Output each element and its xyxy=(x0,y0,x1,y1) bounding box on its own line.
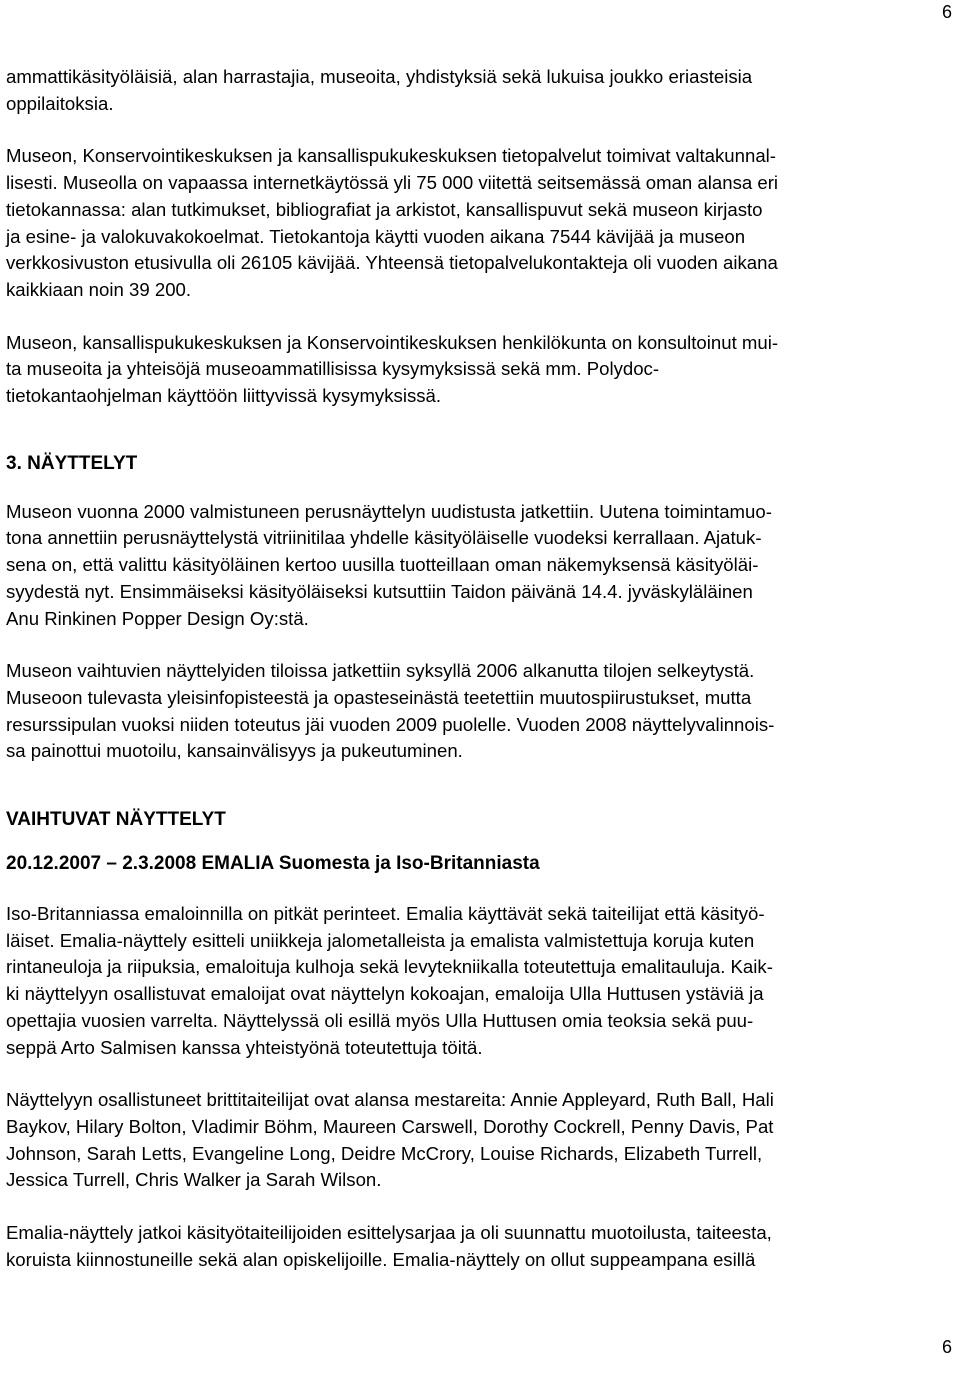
paragraph-emalia-intro xyxy=(6,901,956,1061)
section-heading: 3. NÄYTTELYT xyxy=(6,452,138,474)
text-line: kaikkiaan noin 39 200. xyxy=(6,278,192,300)
page-number-top: 6 xyxy=(941,2,952,22)
text-line: rintaneuloja ja riipuksia, emaloituja kulhoja sekä levytekniikalla toteutettuja emalitauluja. Kaik- xyxy=(6,956,773,978)
paragraph-information-services xyxy=(6,143,956,303)
document-body xyxy=(6,64,956,1274)
text-line: Iso-Britanniassa emaloinnilla on pitkät perinteet. Emalia käyttävät sekä taiteilijat että käsityö- xyxy=(6,903,765,925)
text-line: Museon, Konservointikeskuksen ja kansallispukukeskuksen tietopalvelut toimivat valtakunnal- xyxy=(6,145,776,167)
subsection-heading: VAIHTUVAT NÄYTTELYT xyxy=(6,809,226,831)
text-line: Emalia-näyttely jatkoi käsityötaiteilijoiden esittelysarjaa ja oli suunnattu muotoilusta, taiteesta, xyxy=(6,1222,772,1244)
paragraph-consulting xyxy=(6,330,956,410)
text-line: koruista kiinnostuneille sekä alan opiskelijoille. Emalia-näyttely on ollut suppeampana esillä xyxy=(6,1248,756,1270)
paragraph-emalia-series xyxy=(6,1220,956,1273)
text-line: oppilaitoksia. xyxy=(6,92,114,114)
text-line: Museon vuonna 2000 valmistuneen perusnäyttelyn uudistusta jatkettiin. Uutena toimintamuo- xyxy=(6,500,772,522)
text-line: lisesti. Museolla on vapaassa internetkäytössä yli 75 000 viitettä seitsemässä oman alansa eri xyxy=(6,172,779,194)
exhibition-heading: 20.12.2007 – 2.3.2008 EMALIA Suomesta ja Iso-Britanniasta xyxy=(6,853,540,875)
text-line: resurssipulan vuoksi niiden toteutus jäi vuoden 2009 puolelle. Vuoden 2008 näyttelyvalinnois- xyxy=(6,713,775,735)
text-line: Museoon tulevasta yleisinfopisteestä ja opasteseinästä teetettiin muutospiirustukset, mutta xyxy=(6,686,752,708)
text-line: seppä Arto Salmisen kanssa yhteistyönä toteutettuja töitä. xyxy=(6,1036,483,1058)
text-line: Jessica Turrell, Chris Walker ja Sarah Wilson. xyxy=(6,1169,382,1191)
text-line: Baykov, Hilary Bolton, Vladimir Böhm, Maureen Carswell, Dorothy Cockrell, Penny Davis, Pat xyxy=(6,1115,774,1137)
text-line: tietokantaohjelman käyttöön liittyvissä kysymyksissä. xyxy=(6,385,442,407)
text-line: ta museoita ja yhteisöjä museoammatillisissa kysymyksissä sekä mm. Polydoc- xyxy=(6,358,660,380)
text-line: Museon, kansallispukukeskuksen ja Konservointikeskuksen henkilökunta on konsultoinut mui- xyxy=(6,331,779,353)
paragraph-permanent-exhibition xyxy=(6,499,956,633)
text-line: Näyttelyyn osallistuneet brittitaiteilijat ovat alansa mestareita: Annie Appleyard, Ruth Ball, Hali xyxy=(6,1089,774,1111)
text-line: tietokannassa: alan tutkimukset, bibliografiat ja arkistot, kansallispuvut sekä museon kirjasto xyxy=(6,198,763,220)
paragraph-emalia-artists xyxy=(6,1087,956,1194)
text-line: ja esine- ja valokuvakokoelmat. Tietokantoja käytti vuoden aikana 7544 kävijää ja museon xyxy=(6,225,746,247)
text-line: Anu Rinkinen Popper Design Oy:stä. xyxy=(6,607,309,629)
page-number-bottom: 6 xyxy=(941,1337,952,1357)
text-line: sena on, että valittu käsityöläinen kertoo uusilla tuotteillaan oman näkemyksensä käsityöläi- xyxy=(6,554,759,576)
paragraph-intro xyxy=(6,64,956,117)
text-line: ammattikäsityöläisiä, alan harrastajia, museoita, yhdistyksiä sekä lukuisa joukko eriasteisia xyxy=(6,66,753,87)
text-line: tona annettiin perusnäyttelystä vitriinitilaa yhdelle käsityöläiselle vuodeksi kerrallaan. Ajatuk- xyxy=(6,527,762,549)
paragraph-temporary-spaces xyxy=(6,658,956,765)
text-line: verkkosivuston etusivulla oli 26105 kävijää. Yhteensä tietopalvelukontakteja oli vuoden aikana xyxy=(6,252,778,274)
text-line: opettajia vuosien varrelta. Näyttelyssä oli esillä myös Ulla Huttusen omia teoksia sekä puu- xyxy=(6,1009,754,1031)
text-line: Museon vaihtuvien näyttelyiden tiloissa jatkettiin syksyllä 2006 alkanutta tilojen selkeytystä. xyxy=(6,660,755,682)
text-line: syydestä nyt. Ensimmäiseksi käsityöläiseksi kutsuttiin Taidon päivänä 14.4. jyväskyläläinen xyxy=(6,580,753,602)
text-line: sa painottui muotoilu, kansainvälisyys ja pukeutuminen. xyxy=(6,740,463,762)
text-line: ki näyttelyyn osallistuvat emaloijat ovat näyttelyn kokoajan, emaloija Ulla Huttusen ystäviä ja xyxy=(6,983,764,1005)
text-line: läiset. Emalia-näyttely esitteli uniikkeja jalometalleista ja emalista valmistettuja koruja kuten xyxy=(6,929,755,951)
text-line: Johnson, Sarah Letts, Evangeline Long, Deidre McCrory, Louise Richards, Elizabeth Turrell, xyxy=(6,1142,763,1164)
